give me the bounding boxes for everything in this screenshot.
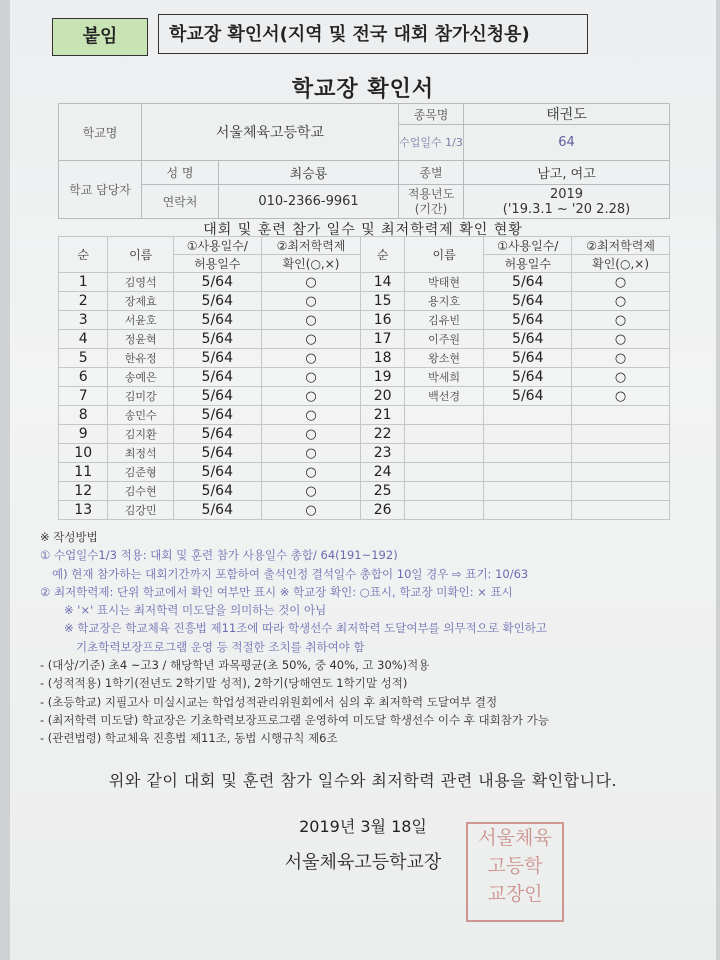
left-days-header-2: 허용일수 [173,255,261,273]
right-student-name [404,482,484,501]
right-days-used [484,444,572,463]
attachment-tag: 붙임 [52,18,148,56]
principal-seal [466,822,564,922]
note-x-meaning: ※ '×' 표시는 최저학력 미도달을 의미하는 것이 아님 [64,603,327,618]
left-min-header-2: 확인(○,×) [261,255,361,273]
right-student-name: 용지호 [404,292,484,311]
right-row-number: 22 [361,425,404,444]
left-student-name: 서윤호 [108,311,174,330]
left-student-name: 최정석 [108,444,174,463]
table-row [59,387,670,406]
right-student-name: 김유빈 [404,311,484,330]
note-min-academic: ② 최저학력제: 단위 학교에서 확인 여부만 표시 ※ 학교장 확인: ○표시, 학교장 미확인: × 표시 [40,584,513,599]
left-row-number: 9 [59,425,108,444]
left-days-used: 5/64 [173,444,261,463]
note-principal-duty-cont: 기초학력보장프로그램 운영 등 적절한 조치를 취하여야 함 [76,639,365,654]
left-row-number: 7 [59,387,108,406]
gender-label: 종별 [399,161,464,185]
right-min-academic-check [572,444,670,463]
left-days-used: 5/64 [173,368,261,387]
left-row-number: 6 [59,368,108,387]
left-row-number: 11 [59,463,108,482]
table-row [59,292,670,311]
period-label: (기간) [414,201,448,216]
right-days-used [484,425,572,444]
right-min-header-1: ②최저학력제 [572,237,670,255]
signatory-school: 서울체육고등학교장 [284,852,442,873]
table-row [59,311,670,330]
note-attendance-example: 예) 현재 참가하는 대회기간까지 포함하여 출석인정 결석일수 총합이 10일 경우 ⇨ 표기: 10/63 [52,566,529,581]
right-days-used: 5/64 [484,311,572,330]
left-min-academic-check: ○ [261,330,361,349]
left-min-academic-check: ○ [261,406,361,425]
right-days-used: 5/64 [484,368,572,387]
right-min-academic-check [572,482,670,501]
right-student-name: 왕소현 [404,349,484,368]
staff-label: 학교 담당자 [59,161,142,219]
right-student-name [404,501,484,520]
right-min-academic-check [572,406,670,425]
note-principal-duty: ※ 학교장은 학교체육 진흥법 제11조에 따라 학생선수 최저학력 도달여부를 의무적으로 확인하고 [64,621,547,636]
document-title: 학교장 확인서 [291,77,435,102]
writing-instructions [40,528,710,748]
right-days-used [484,406,572,425]
left-student-name: 김수현 [108,482,174,501]
left-student-name: 김준형 [108,463,174,482]
left-row-number: 2 [59,292,108,311]
left-min-academic-check: ○ [261,273,361,292]
right-days-used: 5/64 [484,292,572,311]
left-row-number: 12 [59,482,108,501]
note-laws: - (관련법령) 학교체육 진흥법 제11조, 동법 시행규칙 제6조 [40,731,338,746]
left-student-name: 김지환 [108,425,174,444]
left-student-name: 정윤혁 [108,330,174,349]
attendance-label: 수업일수 1/3 [399,125,464,161]
left-student-name: 김미강 [108,387,174,406]
confirmation-statement: 위와 같이 대회 및 훈련 참가 일수와 최저학력 관련 내용을 확인합니다. [108,771,618,790]
left-days-used: 5/64 [173,463,261,482]
right-student-name [404,406,484,425]
school-name: 서울체육고등학교 [142,104,399,161]
right-row-number: 20 [361,387,404,406]
note-not-met: - (최저학력 미도달) 학교장은 기초학력보장프로그램 운영하여 미도달 학생선수 이수 후 대회참가 가능 [40,712,549,727]
right-days-used [484,463,572,482]
left-min-academic-check: ○ [261,349,361,368]
left-row-number: 4 [59,330,108,349]
right-row-number: 23 [361,444,404,463]
right-row-number: 14 [361,273,404,292]
year-value: 2019 [549,186,584,202]
left-min-academic-check: ○ [261,425,361,444]
seal-line-1: 서울체육 [478,827,552,849]
note-grades: - (성적적용) 1학기(전년도 2학기말 성적), 2학기(당해연도 1학기말 성적) [40,676,408,691]
right-row-number: 17 [361,330,404,349]
roster-table [58,236,670,520]
right-row-number: 21 [361,406,404,425]
right-min-academic-check [572,463,670,482]
left-min-academic-check: ○ [261,292,361,311]
left-min-header-1: ②최저학력제 [261,237,361,255]
right-min-academic-check: ○ [572,292,670,311]
seal-line-2: 고등학 [487,855,543,877]
signing-date: 2019년 3월 18일 [299,817,427,836]
seal-line-3: 교장인 [487,883,543,905]
notes-heading: ※ 작성방법 [40,530,98,544]
note-target: - (대상/기준) 초4 ~고3 / 해당학년 과목평균(초 50%, 중 40%, 고 30%)적용 [40,658,430,673]
right-name-header: 이름 [404,237,484,273]
right-min-academic-check: ○ [572,368,670,387]
table-row [59,330,670,349]
right-days-header-1: ①사용일수/ [484,237,572,255]
right-days-used: 5/64 [484,273,572,292]
right-row-number: 15 [361,292,404,311]
left-days-used: 5/64 [173,273,261,292]
year-label-cell [399,185,464,219]
document-page [10,0,716,960]
left-row-number: 1 [59,273,108,292]
left-days-used: 5/64 [173,425,261,444]
contact-label: 연락처 [142,185,219,219]
right-student-name: 이주원 [404,330,484,349]
left-days-used: 5/64 [173,292,261,311]
left-min-academic-check: ○ [261,387,361,406]
right-student-name: 박세희 [404,368,484,387]
left-days-used: 5/64 [173,387,261,406]
left-min-academic-check: ○ [261,463,361,482]
event-value: 태권도 [464,104,670,125]
right-student-name: 백선경 [404,387,484,406]
left-min-academic-check: ○ [261,368,361,387]
right-row-number: 18 [361,349,404,368]
right-min-header-2: 확인(○,×) [572,255,670,273]
right-min-academic-check: ○ [572,273,670,292]
year-label: 적용년도 [407,186,455,201]
right-days-used: 5/64 [484,330,572,349]
right-days-used: 5/64 [484,387,572,406]
left-days-used: 5/64 [173,311,261,330]
left-name-header: 이름 [108,237,174,273]
name-value: 최승룡 [219,161,399,185]
right-row-number: 24 [361,463,404,482]
attendance-value: 64 [464,125,670,161]
right-row-number: 16 [361,311,404,330]
right-student-name [404,444,484,463]
right-min-academic-check [572,425,670,444]
right-days-used [484,482,572,501]
gender-value: 남고, 여고 [464,161,670,185]
left-row-number: 3 [59,311,108,330]
right-row-number: 26 [361,501,404,520]
note-attendance: ① 수업일수1/3 적용: 대회 및 훈련 참가 사용일수 총합/ 64(191~192) [40,548,398,563]
right-student-name [404,425,484,444]
right-days-header-2: 허용일수 [484,255,572,273]
left-min-academic-check: ○ [261,482,361,501]
right-student-name: 박태현 [404,273,484,292]
table-row [59,406,670,425]
left-days-used: 5/64 [173,501,261,520]
left-row-number: 13 [59,501,108,520]
table-row [59,501,670,520]
table-row [59,482,670,501]
period-value: ('19.3.1 ~ '20 2.28) [502,201,631,217]
roster-body [59,273,670,520]
left-student-name: 송민수 [108,406,174,425]
school-info-table [58,103,670,219]
contact-value: 010-2366-9961 [219,185,399,219]
right-row-number: 19 [361,368,404,387]
document-header: 학교장 확인서(지역 및 전국 대회 참가신청용) [158,14,588,54]
left-row-number: 10 [59,444,108,463]
school-label: 학교명 [59,104,142,161]
left-student-name: 김영석 [108,273,174,292]
left-row-number: 5 [59,349,108,368]
left-student-name: 송예은 [108,368,174,387]
right-no-header: 순 [361,237,404,273]
table-row [59,425,670,444]
left-days-used: 5/64 [173,482,261,501]
right-min-academic-check: ○ [572,349,670,368]
left-min-academic-check: ○ [261,444,361,463]
right-days-used: 5/64 [484,349,572,368]
left-student-name: 김강민 [108,501,174,520]
table-row [59,349,670,368]
table-row [59,444,670,463]
left-min-academic-check: ○ [261,311,361,330]
left-student-name: 장제효 [108,292,174,311]
right-min-academic-check: ○ [572,387,670,406]
left-student-name: 한유정 [108,349,174,368]
roster-section-title: 대회 및 훈련 참가 일수 및 최저학력제 확인 현황 [203,222,523,238]
name-label: 성 명 [142,161,219,185]
table-row [59,463,670,482]
left-days-header-1: ①사용일수/ [173,237,261,255]
right-min-academic-check [572,501,670,520]
roster-header-row [59,237,670,255]
right-student-name [404,463,484,482]
table-row [59,368,670,387]
left-row-number: 8 [59,406,108,425]
left-days-used: 5/64 [173,406,261,425]
right-min-academic-check: ○ [572,330,670,349]
right-min-academic-check: ○ [572,311,670,330]
note-elementary: - (초등학교) 지필고사 미실시교는 학업성적관리위원회에서 심의 후 최저학력 도달여부 결정 [40,694,498,709]
event-label: 종목명 [399,104,464,125]
left-no-header: 순 [59,237,108,273]
left-min-academic-check: ○ [261,501,361,520]
left-days-used: 5/64 [173,330,261,349]
right-days-used [484,501,572,520]
table-row [59,273,670,292]
left-days-used: 5/64 [173,349,261,368]
right-row-number: 25 [361,482,404,501]
year-value-cell [464,185,670,219]
